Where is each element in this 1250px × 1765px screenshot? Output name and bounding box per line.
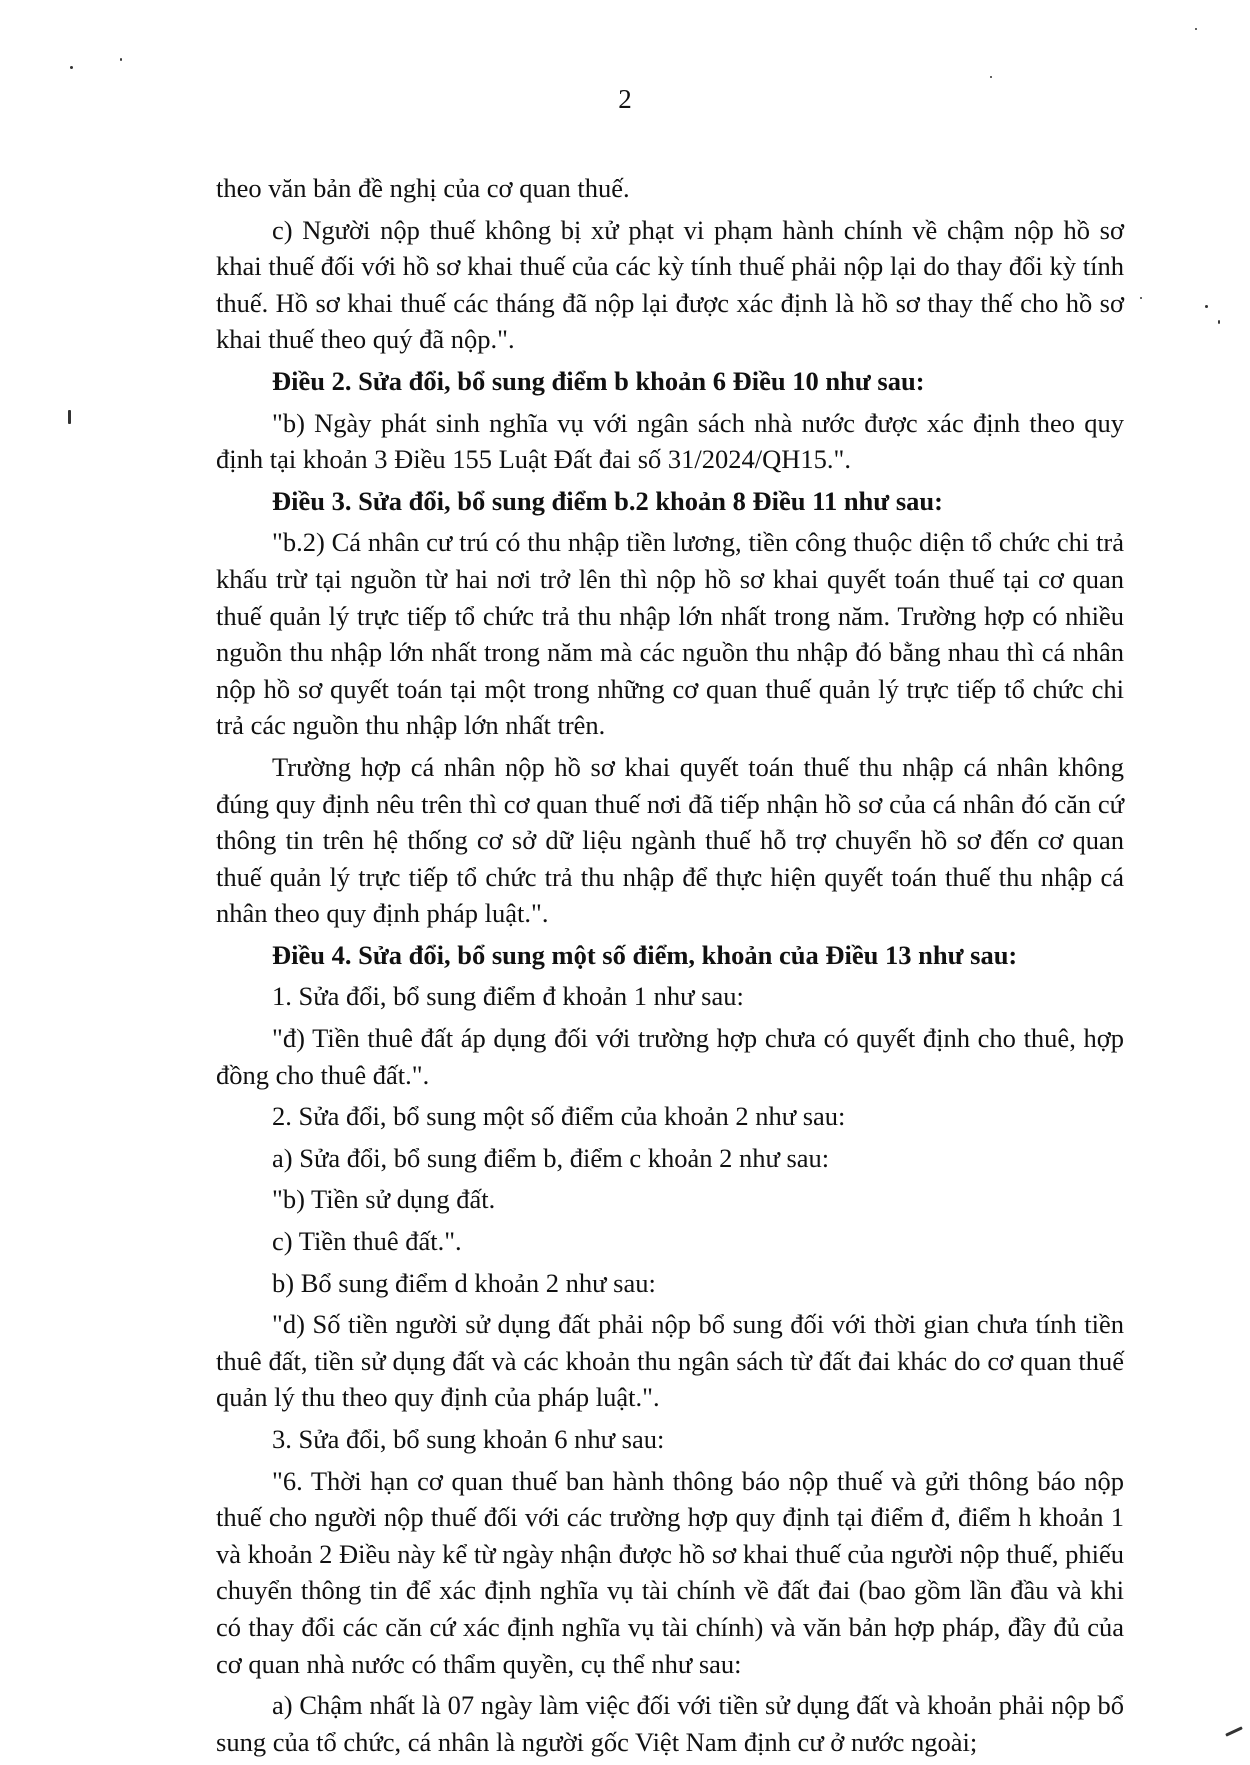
scan-speck [68, 410, 71, 424]
scan-speck [1218, 320, 1220, 324]
paragraph: Trường hợp cá nhân nộp hồ sơ khai quyết toán thuế thu nhập cá nhân không đúng quy định nêu trên thì cơ quan thuế nơi đã tiếp nhận hồ sơ của cá nhân đó căn cứ thông tin trên hệ thống cơ sở dữ liệu ngành thuế hỗ trợ chuyển hồ sơ đến cơ quan thuế quản lý trực tiếp tổ chức trả thu nhập để thực hiện quyết toán thuế thu nhập cá nhân theo quy định pháp luật.". [216, 751, 1124, 929]
article-heading: Điều 4. Sửa đổi, bổ sung một số điểm, khoản của Điều 13 như sau: [272, 939, 1018, 970]
paragraph: 3. Sửa đổi, bổ sung khoản 6 như sau: [272, 1424, 665, 1454]
scan-speck [990, 76, 992, 78]
paragraph: "b.2) Cá nhân cư trú có thu nhập tiền lương, tiền công thuộc diện tổ chức chi trả khấu trừ tại nguồn từ hai nơi trở lên thì nộp hồ sơ khai quyết toán thuế tại cơ quan thuế quản lý trực tiếp tổ chức trả thu nhập lớn nhất trong năm. Trường hợp có nhiều nguồn thu nhập lớn nhất trong năm mà các nguồn thu nhập đó bằng nhau thì cá nhân nộp hồ sơ quyết toán tại một trong những cơ quan thuế quản lý trực tiếp tổ chức chi trả các nguồn thu nhập lớn nhất trên. [216, 527, 1124, 741]
scan-speck [70, 66, 73, 69]
paragraph: "b) Tiền sử dụng đất. [272, 1184, 496, 1215]
scan-speck [1195, 28, 1197, 30]
paragraph: theo văn bản đề nghị của cơ quan thuế. [216, 173, 630, 203]
scan-speck [120, 58, 122, 61]
paragraph: "đ) Tiền thuê đất áp dụng đối với trường hợp chưa có quyết định cho thuê, hợp đồng cho thuê đất.". [216, 1023, 1124, 1090]
article-heading: Điều 2. Sửa đổi, bổ sung điểm b khoản 6 Điều 10 như sau: [272, 365, 925, 396]
scan-speck [1225, 1726, 1243, 1736]
paragraph: a) Sửa đổi, bổ sung điểm b, điểm c khoản 2 như sau: [272, 1142, 830, 1173]
page-number: 2 [618, 84, 632, 114]
paragraph: b) Bổ sung điểm d khoản 2 như sau: [272, 1267, 656, 1298]
scan-speck [1205, 305, 1208, 308]
paragraph: c) Tiền thuê đất.". [272, 1226, 462, 1257]
paragraph: "d) Số tiền người sử dụng đất phải nộp bổ sung đối với thời gian chưa tính tiền thuê đất, tiền sử dụng đất và các khoản thu ngân sách từ đất đai khác do cơ quan thuế quản lý thu theo quy định của pháp luật.". [216, 1309, 1124, 1413]
scan-speck [1140, 297, 1142, 299]
paragraph: 2. Sửa đổi, bổ sung một số điểm của khoản 2 như sau: [272, 1101, 846, 1132]
document-body [216, 170, 1124, 1765]
paragraph: "6. Thời hạn cơ quan thuế ban hành thông báo nộp thuế và gửi thông báo nộp thuế cho người nộp thuế đối với các trường hợp quy định tại điểm đ, điểm h khoản 1 và khoản 2 Điều này kể từ ngày nhận được hồ sơ khai thuế của người nộp thuế, phiếu chuyển thông tin để xác định nghĩa vụ tài chính về đất đai (bao gồm lần đầu và khi có thay đổi các căn cứ xác định nghĩa vụ tài chính) và văn bản hợp pháp, đầy đủ của cơ quan nhà nước có thẩm quyền, cụ thể như sau: [216, 1465, 1124, 1679]
paragraph: c) Người nộp thuế không bị xử phạt vi phạm hành chính về chậm nộp hồ sơ khai thuế đối với hồ sơ khai thuế của các kỳ tính thuế phải nộp lại do thay đổi kỳ tính thuế. Hồ sơ khai thuế các tháng đã nộp lại được xác định là hồ sơ thay thế cho hồ sơ khai thuế theo quý đã nộp.". [216, 214, 1124, 355]
paragraph: a) Chậm nhất là 07 ngày làm việc đối với tiền sử dụng đất và khoản phải nộp bổ sung của tổ chức, cá nhân là người gốc Việt Nam định cư ở nước ngoài; [216, 1690, 1124, 1757]
paragraph: 1. Sửa đổi, bổ sung điểm đ khoản 1 như sau: [272, 981, 744, 1012]
article-heading: Điều 3. Sửa đổi, bổ sung điểm b.2 khoản 8 Điều 11 như sau: [272, 485, 943, 516]
paragraph: "b) Ngày phát sinh nghĩa vụ với ngân sách nhà nước được xác định theo quy định tại khoản 3 Điều 155 Luật Đất đai số 31/2024/QH15.". [216, 407, 1124, 475]
